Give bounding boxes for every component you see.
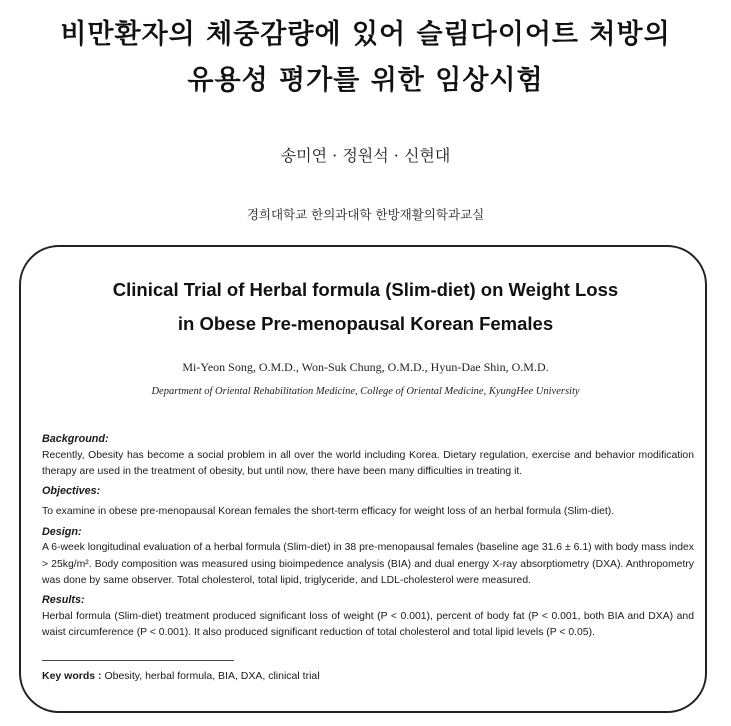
english-title-line-2: in Obese Pre-menopausal Korean Females: [177, 313, 554, 334]
keywords-text: Obesity, herbal formula, BIA, DXA, clinical trial: [104, 670, 320, 682]
keywords-label: Key words :: [42, 670, 102, 682]
background-text: Recently, Obesity has become a social problem in all over the world including Korea. Dietary regulation, exercise and behavior modification therapy are used in the treatment of obesity, but until now, there have been many difficulties in treating it.: [42, 449, 694, 478]
design-heading: Design:: [42, 525, 82, 538]
english-authors: Mi-Yeon Song, O.M.D., Won-Suk Chung, O.M.D., Hyun-Dae Shin, O.M.D.: [182, 360, 549, 374]
results-text: Herbal formula (Slim-diet) treatment produced significant loss of weight (P < 0.001), percent of body fat (P < 0.001, both BIA and DXA) and waist circumference (P < 0.001). It also produced significant reduction of total cholesterol and total lipid levels (P < 0.05).: [42, 610, 694, 639]
abstract-body: [42, 431, 694, 644]
korean-title-line-1: 비만환자의 체중감량에 있어 슬림다이어트 처방의: [60, 19, 671, 50]
english-title-line-1: Clinical Trial of Herbal formula (Slim-diet) on Weight Loss: [112, 279, 619, 300]
korean-affiliation: 경희대학교 한의과대학 한방재활의학과교실: [246, 207, 485, 222]
korean-title-line-2: 유용성 평가를 위한 임상시험: [187, 65, 544, 96]
background-heading: Background:: [42, 433, 109, 445]
design-text: A 6-week longitudinal evaluation of a herbal formula (Slim-diet) in 38 pre-menopausal females (baseline age 31.6 ± 6.1) with body mass index > 25kg/m². Body composition was measured using bioimpedence analysis (BIA) and dual energy X-ray absorptiometry (DXA). Anthropometry was done by same observer. Total cholesterol, total lipid, triglyceride, and LDL-cholesterol were measured.: [42, 542, 694, 587]
objectives-text: To examine in obese pre-menopausal Korean females the short-term efficacy for weight loss of an herbal formula (Slim-diet).: [42, 506, 615, 518]
objectives-heading: Objectives:: [42, 484, 101, 497]
keywords-line: [42, 670, 320, 682]
english-department: Department of Oriental Rehabilitation Medicine, College of Oriental Medicine, KyungHee University: [151, 386, 580, 397]
korean-authors: 송미연 · 정원석 · 신현대: [280, 146, 451, 165]
results-heading: Results:: [42, 594, 85, 607]
keywords-divider: [42, 660, 234, 661]
